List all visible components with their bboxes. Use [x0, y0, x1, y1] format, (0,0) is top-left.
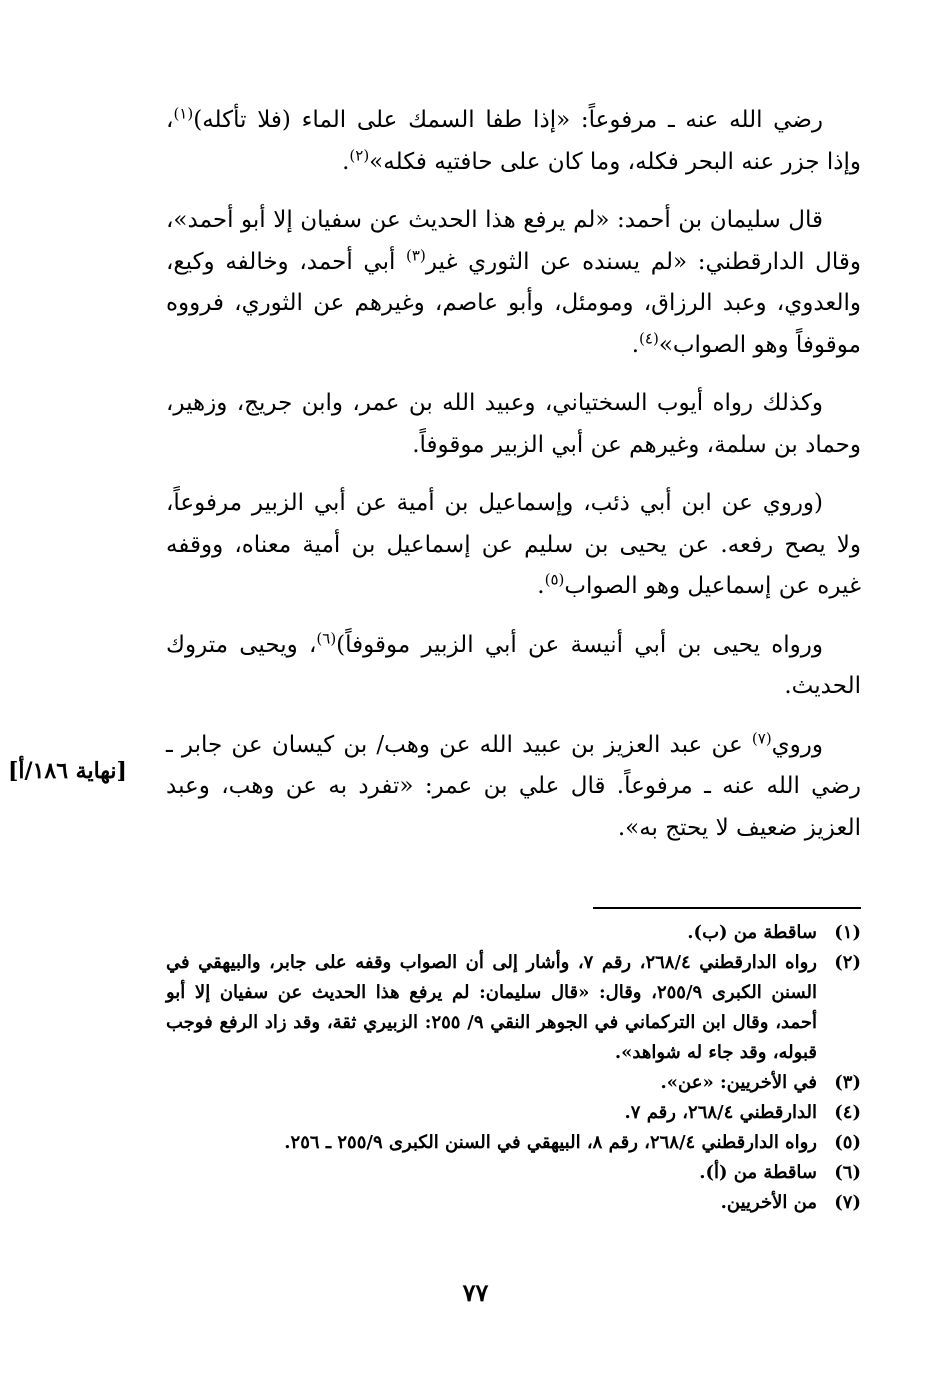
footnote-number: (٢) [834, 952, 861, 973]
footnote-number: (٦) [834, 1162, 861, 1183]
page-number: ٧٧ [462, 1278, 489, 1307]
paragraph-text: عن عبد العزيز بن عبيد الله عن وهب/ بن كيسان عن جابر ـ رضي الله عنه ـ مرفوعاً. قال علي بن عمر: «تفرد به عن وهب، وعبد العزيز ضعيف لا يحتج به». [166, 731, 861, 841]
footnote [166, 1098, 861, 1128]
footnote-text: رواه الدارقطني ٢٦٨/٤، رقم ٨، البيهقي في السنن الكبرى ٢٥٥/٩ ـ ٢٥٦. [284, 1132, 817, 1153]
paragraph-text: أبي أحمد، وخالفه وكيع، والعدوي، وعبد الرزاق، ومومئل، وأبو عاصم، وغيرهم عن الثوري، فرووه موقوفاً وهو الصواب» [166, 248, 861, 358]
footnote [166, 1188, 861, 1218]
paragraph [166, 100, 861, 183]
paragraph-text: ، وإذا جزر عنه البحر فكله، وما كان على حافتيه فكله» [166, 107, 861, 175]
paragraph-text: . [342, 148, 350, 175]
paragraph [166, 200, 861, 366]
footnote-ref[interactable]: (٧) [751, 728, 772, 747]
paragraph-text: وكذلك رواه أيوب السختياني، وعبيد الله بن عمر، وابن جريج، وزهير، وحماد بن سلمة، وغيرهم عن أبي الزبير موقوفاً. [166, 390, 861, 458]
paragraph [166, 725, 861, 850]
footnote-ref[interactable]: (٤) [639, 328, 659, 347]
footnote-separator [593, 907, 861, 909]
paragraph-text: . [631, 331, 640, 358]
footnote [166, 1068, 861, 1098]
footnote [166, 918, 861, 948]
footnote-text: ساقطة من (أ). [699, 1162, 817, 1183]
paragraph [166, 483, 861, 608]
footnote-text: في الأخريين: «عن». [660, 1072, 817, 1093]
footnote-number: (١) [834, 922, 861, 943]
footnote-text: من الأخريين. [720, 1192, 817, 1213]
footnote-number: (٧) [834, 1192, 861, 1213]
paragraph [166, 625, 861, 708]
paragraph-text: (وروي عن ابن أبي ذئب، وإسماعيل بن أمية عن أبي الزبير مرفوعاً، ولا يصح رفعه. عن يحيى بن سليم عن إسماعيل بن أمية معناه، ووقفه غيره عن إسماعيل وهو الصواب [166, 490, 861, 599]
footnote-ref[interactable]: (٥) [544, 570, 565, 589]
footnote-text: رواه الدارقطني ٢٦٨/٤، رقم ٧، وأشار إلى أن الصواب وقفه على جابر، والبيهقي في السنن الكبرى ٢٥٥/٩، وقال: «قال سليمان: لم يرفع هذا الحديث عن سفيان إلا أبو أحمد، وقال ابن التركماني في الجوهر النقي ٩/ ٢٥٥: الزبيري ثقة، وقد زاد الرفع فوجب قبوله، وقد جاء له شواهد». [166, 952, 818, 1063]
manuscript-folio-note: [نهاية ١٨٦/أ] [8, 758, 127, 784]
footnote-text: ساقطة من (ب). [687, 922, 817, 943]
footnote-text: الدارقطني ٢٦٨/٤، رقم ٧. [624, 1102, 817, 1123]
footnote-number: (٥) [834, 1132, 861, 1153]
footnote-ref[interactable]: (١) [173, 104, 194, 123]
footnote-ref[interactable]: (٦) [316, 628, 337, 647]
footnote [166, 948, 861, 1068]
footnote [166, 1158, 861, 1188]
footnote [166, 1128, 861, 1158]
paragraph-text: رضي الله عنه ـ مرفوعاً: «إذا طفا السمك على الماء (فلا تأكله) [193, 107, 823, 133]
paragraph-text: قال سليمان بن أحمد: «لم يرفع هذا الحديث عن سفيان إلا أبو أحمد»، وقال الدارقطني: «لم يسنده عن الثوري غير [166, 207, 861, 275]
footnote-number: (٣) [834, 1072, 861, 1093]
paragraph-text: ورواه يحيى بن أبي أنيسة عن أبي الزبير موقوفاً) [336, 631, 824, 658]
footnotes [166, 918, 861, 1218]
footnote-ref[interactable]: (٢) [349, 145, 370, 164]
paragraph-text: . [537, 573, 545, 599]
paragraph-text: وروي [771, 731, 823, 758]
paragraph [166, 383, 861, 466]
footnote-ref[interactable]: (٣) [406, 245, 426, 264]
main-text [166, 100, 861, 866]
footnote-number: (٤) [834, 1102, 861, 1123]
paragraph-text: ، ويحيى متروك الحديث. [166, 631, 861, 699]
